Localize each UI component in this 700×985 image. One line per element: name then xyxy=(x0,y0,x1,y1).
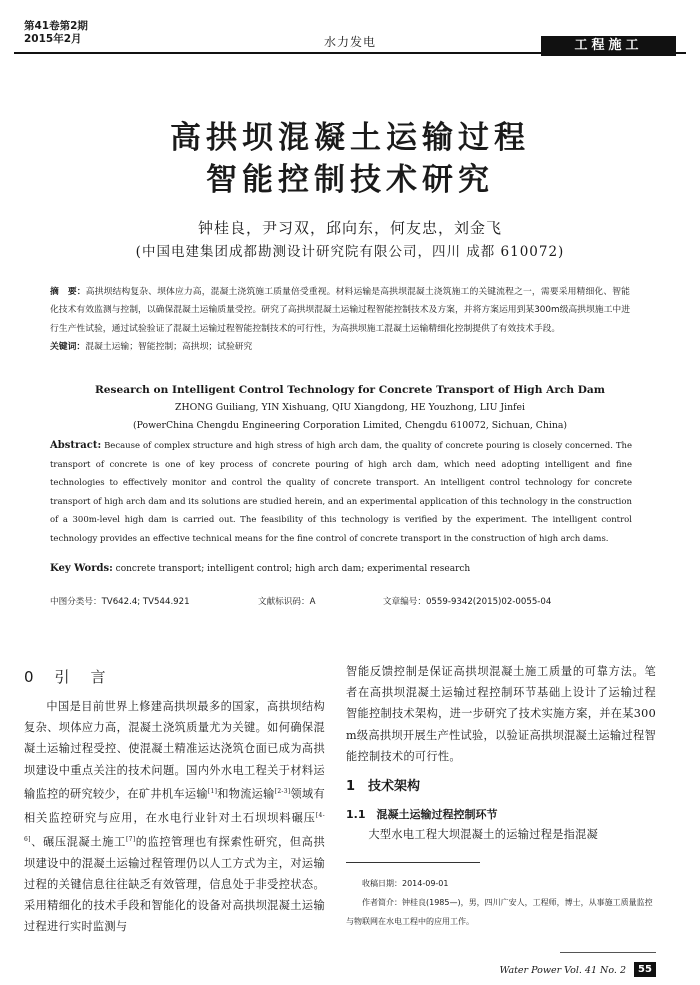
author-intro: 作者简介：钟桂良(1985—)，男，四川广安人，工程师，博士，从事施工质量监控与物联网在水电工程中的应用工作。 xyxy=(346,898,653,926)
intro-text-3: 领域有相关监控研究与应用，在水电行业针对土石坝坝料碾压 xyxy=(24,787,325,825)
title-line-1: 高拱坝混凝土运输过程 xyxy=(170,120,530,156)
section-1-heading: 1 技术架构 xyxy=(346,779,421,794)
intro-text-1: 中国是目前世界上修建高拱坝最多的国家，高拱坝结构复杂、坝体应力高，混凝土浇筑质量尤为关键。如何确保混凝土运输过程受控、使混凝土精准运达浇筑仓面已成为高拱坝建设中重点关注的技术问题。国内外水电工程关于材料运输监控的研究较少，在矿井机车运输 xyxy=(24,700,325,801)
received-date: 收稿日期：2014-09-01 xyxy=(362,879,449,888)
abstract-en xyxy=(50,437,632,549)
affiliation-cn: (中国电建集团成都勘测设计研究院有限公司，四川 成都 610072) xyxy=(135,244,565,260)
abstract-cn-text: 高拱坝结构复杂、坝体应力高，混凝土浇筑施工质量倍受重视。材料运输是高拱坝混凝土浇筑施工的关键流程之一，需要采用精细化、智能化技术有效监测与控制，以确保混凝土运输质量受控。研究了高拱坝混凝土运输过程智能控制技术及方案，并将方案运用到某300m级高拱坝施工中进行生产性试验，通过试验验证了混凝土运输过程智能控制技术的可行性，为高拱坝施工混凝土运输精细化控制提供了有效技术手段。 xyxy=(50,287,630,334)
intro-text-4: 、碾压混凝土施工 xyxy=(30,835,126,849)
ref-2: [2-3] xyxy=(274,787,291,795)
authors-cn: 钟桂良，尹习双，邱向东，何友忠，刘金飞 xyxy=(197,219,502,237)
keywords-en-line xyxy=(50,563,632,574)
ref-3: [4-6] xyxy=(24,811,325,843)
footer-rule xyxy=(560,952,656,953)
authors-en: ZHONG Guiliang, YIN Xishuang, QIU Xiangdong, HE Youzhong, LIU Jinfei xyxy=(175,402,525,413)
section-1-1-heading: 1.1 混凝土运输过程控制环节 xyxy=(346,808,498,821)
page-number: 55 xyxy=(634,962,656,977)
issue-number: 第41卷第2期 xyxy=(24,20,88,32)
section-badge: 工程施工 xyxy=(541,36,676,56)
intro-text-2: 和物流运输 xyxy=(217,787,275,801)
keywords-en-label: Key Words: xyxy=(50,563,113,574)
title-line-2: 智能控制技术研究 xyxy=(206,162,494,198)
abstract-cn-label: 摘 要： xyxy=(50,287,86,297)
right-column xyxy=(346,661,656,767)
article-number: 文章编号：0559-9342(2015)02-0055-04 xyxy=(383,597,552,607)
ref-4: [7] xyxy=(125,835,136,843)
left-column xyxy=(24,696,325,937)
abstract-cn xyxy=(50,283,630,357)
intro-text-5: 的监控管理也有探索性研究，但高拱坝建设中的混凝土运输过程管理仍以人工方式为主，对运输过程的关键信息往往缺乏有效管理，信息处于非受控状态。采用精细化的技术手段和智能化的设备对高拱坝混凝土运输过程进行实时监测与 xyxy=(24,835,325,934)
keywords-en: concrete transport; intelligent control; high arch dam; experimental research xyxy=(115,564,471,574)
affiliation-en: (PowerChina Chengdu Engineering Corporation Limited, Chengdu 610072, Sichuan, China) xyxy=(132,420,567,431)
issue-date: 2015年2月 xyxy=(24,33,82,45)
section-0-heading: 0 引 言 xyxy=(24,668,109,686)
title-en: Research on Intelligent Control Technology for Concrete Transport of High Arch Dam xyxy=(95,384,605,396)
document-code: 文献标识码：A xyxy=(258,597,316,607)
clc-number: 中图分类号：TV642.4; TV544.921 xyxy=(50,597,190,607)
ref-1: [1] xyxy=(207,787,218,795)
footer-journal: Water Power Vol. 41 No. 2 xyxy=(499,965,626,976)
abstract-en-text: Because of complex structure and high stress of high arch dam, the quality of concrete pouring is closely concerned. The transport of concrete is one of key process of concrete pouring of high arch dam, which need adopting intelligent and fine technologies to effectively monitor and control the quality of concrete transport. An intelligent control technology for concrete transport of high arch dam and its solutions are studied herein, and an experimental application of this technology in the construction of a 300m-level high dam is carried out. The feasibility of this technology is verified by the experiment. The intelligent control technology provides an effective technical means for the fine control of concrete transport in the construction of high arch dams. xyxy=(50,441,632,544)
footnote-rule xyxy=(346,862,480,863)
right-paragraph-1: 智能反馈控制是保证高拱坝混凝土施工质量的可靠方法。笔者在高拱坝混凝土运输过程控制环节基础上设计了运输过程智能控制技术架构，进一步研究了技术实施方案，并在某300 m级高拱坝开展生产性试验，以验证高拱坝混凝土运输过程智能控制技术的可行性。 xyxy=(346,665,656,763)
right-paragraph-2: 大型水电工程大坝混凝土的运输过程是指混凝 xyxy=(368,828,599,841)
journal-name: 水力发电 xyxy=(323,35,376,49)
intro-paragraph xyxy=(24,696,325,937)
keywords-cn-label: 关键词： xyxy=(50,342,86,353)
abstract-en-label: Abstract: xyxy=(50,440,102,451)
keywords-cn: 混凝土运输；智能控制；高拱坝；试验研究 xyxy=(85,342,253,353)
footnote xyxy=(346,874,656,931)
